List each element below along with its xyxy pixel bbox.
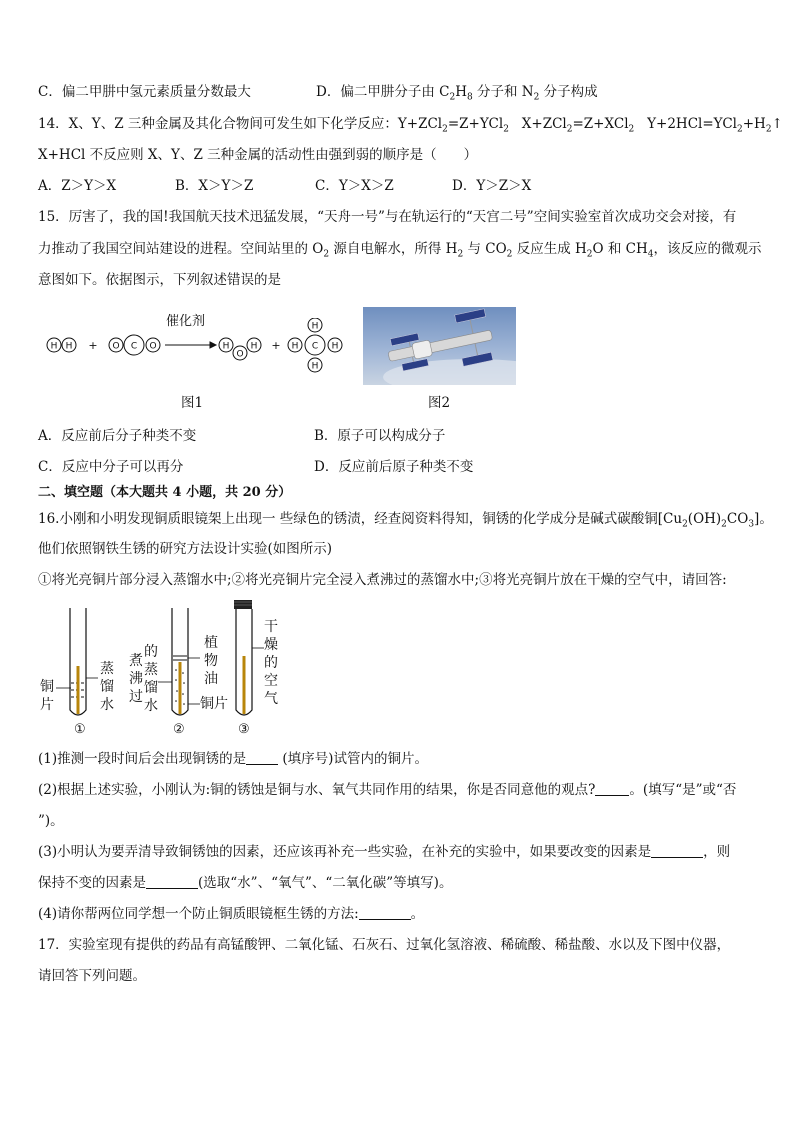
svg-text:H: H bbox=[291, 341, 299, 352]
q14-stem-line1: 14．X、Y、Z 三种金属及其化合物间可发生如下化学反应：Y+ZCl$_2$=Z+YCl$_2$ X+ZCl$_2$=Z+XCl$_2$ $Y+2HCl=YCl_2+H_2↑$ bbox=[38, 116, 783, 135]
svg-text:+: + bbox=[88, 339, 98, 352]
svg-text:H: H bbox=[311, 361, 319, 372]
svg-text:H: H bbox=[250, 341, 258, 352]
svg-text:+: + bbox=[271, 339, 281, 352]
dry-air-label: 干燥的空气 bbox=[264, 619, 278, 707]
svg-text:C: C bbox=[130, 341, 138, 352]
catalyst-label: 催化剂 bbox=[166, 314, 206, 329]
answer-blank-3[interactable] bbox=[651, 843, 703, 858]
boiled-water-label-col1: 的 蒸 馏 水 bbox=[144, 644, 158, 714]
q15-stem-line2: 力推动了我国空间站建设的进程。空间站里的 $O_2$ 源自电解水，所得 $H_2$ 与 $CO_2$ 反应生成 $H_2O$ 和 $CH_4$，该反应的微观示 bbox=[38, 241, 762, 260]
space-station-photo bbox=[363, 307, 516, 385]
boiled-water-label-col2: 煮 沸 过 bbox=[129, 653, 143, 705]
q16-stem-line1: 16.小刚和小明发现铜质眼镜架上出现一 些绿色的锈渍，经查阅资料得知，铜锈的化学成分是碱式碳酸铜$[Cu_2(OH)_2CO_3]$。 bbox=[38, 511, 773, 530]
q16-sub3-cont: 保持不变的因素是 (选取“水”、“氧气”、“二氧化碳”等填写)。 bbox=[38, 875, 453, 891]
q15-option-d: D．反应前后原子种类不变 bbox=[314, 459, 474, 475]
q15-stem-line1: 15．厉害了，我的国!我国航天技术迅猛发展，“天舟一号”与在轨运行的“天宫二号”空间实验室首次成功交会对接，有 bbox=[38, 209, 737, 225]
test-tube-experiment-figure bbox=[38, 598, 288, 740]
tube-number-1: ① bbox=[74, 722, 86, 737]
q16-sub4: (4)请你帮两位同学想一个防止铜质眼镜框生锈的方法: 。 bbox=[38, 906, 425, 922]
q16-sub2: (2)根据上述实验，小刚认为:铜的锈蚀是铜与水、氧气共同作用的结果，你是否同意他的观点? 。(填写“是”或“否 bbox=[38, 782, 737, 798]
q15-option-b: B．原子可以构成分子 bbox=[314, 428, 446, 444]
tube-number-3: ③ bbox=[238, 722, 250, 737]
q16-stem-line2: 他们依照钢铁生锈的研究方法设计实验(如图所示) bbox=[38, 541, 333, 557]
figure1-caption: 图1 bbox=[181, 395, 204, 411]
svg-text:O: O bbox=[149, 341, 157, 352]
svg-text:O: O bbox=[112, 341, 120, 352]
answer-blank-2[interactable] bbox=[595, 781, 629, 796]
svg-text:H: H bbox=[331, 341, 339, 352]
q13-option-d: D．偏二甲肼分子由 $C_2H_8$ 分子和 $N_2$ 分子构成 bbox=[316, 84, 598, 103]
section-heading: 二、填空题（本大题共 4 小题，共 20 分） bbox=[38, 485, 292, 500]
answer-blank-4[interactable] bbox=[146, 874, 198, 889]
q16-sub3: (3)小明认为要弄清导致铜锈蚀的因素，还应该再补充一些实验，在补充的实验中，如果要改变的因素是 ，则 bbox=[38, 844, 731, 860]
q15-option-c: C．反应中分子可以再分 bbox=[38, 459, 184, 475]
q14-option-a: A．Z＞Y＞X bbox=[38, 178, 117, 194]
q16-stem-line3: ①将光亮铜片部分浸入蒸馏水中;②将光亮铜片完全浸入煮沸过的蒸馏水中;③将光亮铜片放在干燥的空气中，请回答: bbox=[38, 572, 727, 588]
q16-sub1: (1)推测一段时间后会出现铜锈的是 (填序号)试管内的铜片。 bbox=[38, 751, 428, 767]
q14-option-b: B．X＞Y＞Z bbox=[175, 178, 254, 194]
distilled-water-label: 蒸馏水 bbox=[100, 661, 114, 713]
copper-label-2: 铜片 bbox=[200, 696, 228, 712]
q14-stem-line2: X+HCl 不反应则 X、Y、Z 三种金属的活动性由强到弱的顺序是（ ） bbox=[38, 147, 478, 163]
answer-blank-1[interactable] bbox=[246, 750, 278, 765]
q17-stem-line2: 请回答下列问题。 bbox=[38, 968, 146, 984]
figure2-caption: 图2 bbox=[428, 395, 451, 411]
q14-option-c: C．Y＞X＞Z bbox=[315, 178, 394, 194]
svg-text:H: H bbox=[311, 321, 319, 332]
q14-option-d: D．Y＞Z＞X bbox=[452, 178, 532, 194]
q15-option-a: A．反应前后分子种类不变 bbox=[38, 428, 197, 444]
q13-option-c: C．偏二甲肼中氢元素质量分数最大 bbox=[38, 84, 251, 100]
svg-text:C: C bbox=[311, 341, 319, 352]
svg-text:O: O bbox=[236, 349, 244, 360]
copper-label-1: 铜片 bbox=[40, 679, 54, 713]
svg-text:H: H bbox=[222, 341, 230, 352]
vegetable-oil-label: 植物油 bbox=[204, 635, 218, 687]
q17-stem-line1: 17．实验室现有提供的药品有高锰酸钾、二氧化锰、石灰石、过氧化氢溶液、稀硫酸、稀盐酸、水以及下图中仪器， bbox=[38, 937, 731, 953]
q16-sub2-cont: ”)。 bbox=[38, 813, 64, 829]
svg-text:H: H bbox=[50, 341, 58, 352]
tube-number-2: ② bbox=[173, 722, 185, 737]
svg-text:H: H bbox=[65, 341, 73, 352]
q15-stem-line3: 意图如下。依据图示，下列叙述错误的是 bbox=[38, 272, 281, 288]
answer-blank-5[interactable] bbox=[359, 905, 411, 920]
